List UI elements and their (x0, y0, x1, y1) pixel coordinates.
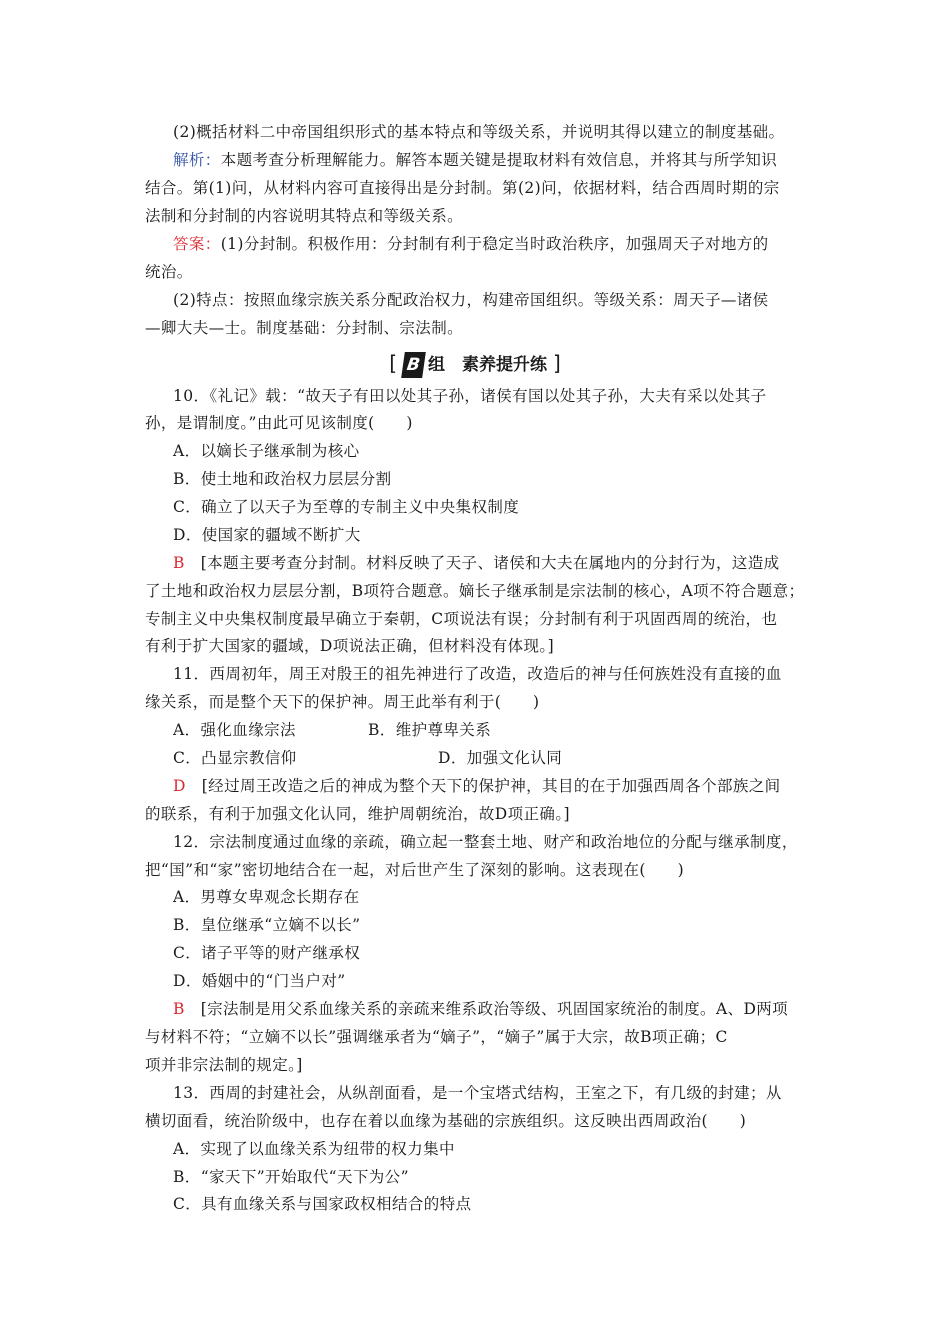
q11-stem-2: 缘关系，而是整个天下的保护神。周王此举有利于( ) (145, 693, 540, 711)
q10-answer-key: B (173, 554, 185, 572)
section-badge: B (401, 352, 426, 378)
q10-explanation-text: [本题主要考查分封制。材料反映了天子、诸侯和大夫在属地内的分封行为，这造成 (200, 554, 780, 572)
q9-analysis-line (173, 149, 853, 171)
analysis-label: 解析： (173, 151, 221, 169)
q12-explanation (173, 998, 853, 1020)
q13-option-b: B．“家天下”开始取代“天下为公” (173, 1168, 409, 1186)
q13-stem-2: 横切面看，统治阶级中，也存在着以血缘为基础的宗族组织。这反映出西周政治( ) (145, 1112, 747, 1130)
section-heading (0, 350, 950, 378)
q9-answer-line-3: (2)特点：按照血缘宗族关系分配政治权力，构建帝国组织。等级关系：周天子—诸侯 (173, 291, 769, 309)
q9-answer-line (173, 233, 853, 255)
q10-option-a: A．以嫡长子继承制为核心 (173, 442, 360, 460)
answer-label: 答案： (173, 235, 221, 253)
q12-explanation-2: 与材料不符；“立嫡不以长”强调继承者为“嫡子”，“嫡子”属于大宗，故B项正确；C (145, 1028, 728, 1046)
section-left-bracket: [ (389, 351, 398, 375)
q12-option-b: B．皇位继承“立嫡不以长” (173, 916, 361, 934)
q11-answer-key: D (173, 777, 186, 795)
q11-option-d: D．加强文化认同 (438, 749, 563, 767)
q10-option-b: B．使土地和政治权力层层分割 (173, 470, 392, 488)
q10-explanation-2: 了土地和政治权力层层分割，B项符合题意。嫡长子继承制是宗法制的核心，A项不符合题意； (145, 582, 805, 600)
q12-answer-key: B (173, 1000, 185, 1018)
q12-explanation-text: [宗法制是用父系血缘关系的亲疏来维系政治等级、巩固国家统治的制度。A、D两项 (200, 1000, 789, 1018)
q12-stem: 12．宗法制度通过血缘的亲疏，确立起一整套土地、财产和政治地位的分配与继承制度， (173, 833, 798, 851)
q9-analysis-line-3: 法制和分封制的内容说明其特点和等级关系。 (145, 207, 464, 225)
q12-option-c: C．诸子平等的财产继承权 (173, 944, 361, 962)
q12-option-d: D．婚姻中的“门当户对” (173, 972, 346, 990)
q11-options-cd (173, 747, 853, 769)
q10-explanation-3: 专制主义中央集权制度最早确立于秦朝，C项说法有误；分封制有利于巩固西周的统治，也 (145, 610, 778, 628)
q11-stem: 11．西周初年，周王对殷王的祖先神进行了改造，改造后的神与任何族姓没有直接的血 (173, 665, 782, 683)
q13-stem: 13．西周的封建社会，从纵剖面看，是一个宝塔式结构，王室之下，有几级的封建；从 (173, 1084, 782, 1102)
q11-explanation (173, 775, 853, 797)
q11-options-ab (173, 719, 853, 741)
q9-analysis-line-2: 结合。第(1)问，从材料内容可直接得出是分封制。第(2)问，依据材料，结合西周时期的宗 (145, 179, 780, 197)
section-title: 组 素养提升练 (427, 355, 547, 375)
q11-option-a: A．强化血缘宗法 (173, 721, 296, 739)
section-right-bracket: ] (552, 351, 561, 375)
q9-answer-line-2: 统治。 (145, 263, 193, 281)
answer-text: (1)分封制。积极作用：分封制有利于稳定当时政治秩序，加强周天子对地方的 (220, 235, 769, 253)
q11-explanation-text: [经过周王改造之后的神成为整个天下的保护神，其目的在于加强西周各个部族之间 (201, 777, 781, 795)
q12-stem-2: 把“国”和“家”密切地结合在一起，对后世产生了深刻的影响。这表现在( ) (145, 861, 685, 879)
q10-option-d: D．使国家的疆域不断扩大 (173, 526, 361, 544)
q9-part2: (2)概括材料二中帝国组织形式的基本特点和等级关系，并说明其得以建立的制度基础。 (173, 123, 785, 141)
q10-explanation-4: 有利于扩大国家的疆域，D项说法正确，但材料没有体现。] (145, 637, 555, 655)
q13-option-c: C．具有血缘关系与国家政权相结合的特点 (173, 1195, 472, 1213)
q10-stem: 10．《礼记》载：“故天子有田以处其子孙，诸侯有国以处其子孙，大夫有采以处其子 (173, 387, 767, 405)
q10-explanation (173, 552, 853, 574)
q9-answer-line-4: —卿大夫—士。制度基础：分封制、宗法制。 (145, 319, 464, 337)
q10-option-c: C．确立了以天子为至尊的专制主义中央集权制度 (173, 498, 520, 516)
q12-option-a: A．男尊女卑观念长期存在 (173, 888, 360, 906)
q12-explanation-3: 项并非宗法制的规定。] (145, 1056, 303, 1074)
q11-explanation-2: 的联系，有利于加强文化认同，维护周朝统治，故D项正确。] (145, 805, 570, 823)
analysis-text: 本题考查分析理解能力。解答本题关键是提取材料有效信息，并将其与所学知识 (220, 151, 778, 169)
q11-option-c: C．凸显宗教信仰 (173, 749, 297, 767)
q10-stem-2: 孙，是谓制度。”由此可见该制度( ) (145, 414, 413, 432)
q11-option-b: B．维护尊卑关系 (368, 721, 492, 739)
q13-option-a: A．实现了以血缘关系为纽带的权力集中 (173, 1140, 455, 1158)
